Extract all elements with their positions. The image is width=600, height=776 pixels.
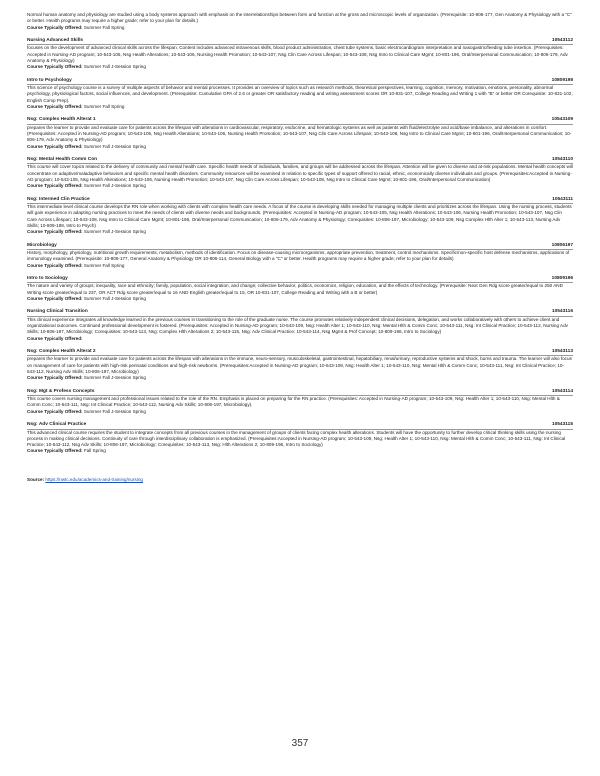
course-entry bbox=[27, 117, 573, 149]
course-header bbox=[27, 349, 573, 356]
course-title: Nursing Advanced Skills bbox=[27, 38, 84, 44]
course-title: Nsg: Complex Health Alterat 1 bbox=[27, 117, 96, 123]
course-offered bbox=[27, 144, 573, 150]
course-header bbox=[27, 117, 573, 124]
course-header bbox=[27, 389, 573, 396]
intro-block bbox=[27, 0, 573, 31]
course-offered bbox=[27, 263, 573, 269]
offered-value: Summer Fall Spring bbox=[83, 24, 125, 30]
course-offered bbox=[27, 448, 573, 454]
offered-value: Summer Fall J-Session Spring bbox=[83, 183, 146, 189]
course-offered bbox=[27, 229, 573, 235]
course-offered bbox=[27, 64, 573, 70]
course-description: This science of psychology course is a survey of multiple aspects of behavior and mental processes. It provides an overview of topics such as research methods, theoretical perspectives, learning, cognition, memory, motivation, emotions, personality, abnormal psychology, physiological factors, social influences, and development. (Prerequisite: Cumulative GPA of 2.6 or greater OR satisfactory reading and writing assessment scores OR 10-831-107, College Reading and Writing 1 with "B" or better OR Corequisite: 10-831-102, English Comp Prep). bbox=[27, 85, 573, 103]
course-description: This course covers nursing management and professional issues related to the role of the RN. Emphasis is placed on preparing for the RN practice. (Prerequisites: Accepted in Nursing-AD program; 10-543-109, Nsg: Health Alter 1; 10-543-110, Nsg: Mental Hlth & Comm Conc; 10-543-111, Nsg: Int Clinical Practice; 10-543-112, Nursing Adv Skills; 10-806-197, Microbiology). bbox=[27, 396, 560, 408]
offered-value: Summer Fall J-Session Spring bbox=[83, 296, 146, 301]
offered-value: Summer Fall J-Session Spring bbox=[83, 375, 146, 381]
course-description: This advanced clinical course requires the student to integrate concepts from all previous courses in the management of groups of clients facing complex health alterations. Students will have the opportunity to further develop critical thinking skills using the nursing process in making clinical decisions. Continuity of care through interdisciplinary collaboration is emphasized. (Prerequisites:Accepted in Nursing-AD program; 10-543-109, Nsg: Health Alter 1; 10-543-110, Nsg: Mental Hlth & Comm Conc; 10-543-111, Nsg: Int Clinical Practice; 10-543-112, Nsg Adv Skills; 10-806-197, Microbiology; Corequisites: 10-543-113, Nsg: Hlth Alterations 2; 10-809-196, Intro to Sociology) bbox=[27, 429, 566, 448]
course-number: 10806197 bbox=[551, 242, 573, 248]
course-header bbox=[27, 38, 573, 45]
course-number: 10809196 bbox=[551, 276, 573, 282]
course-description: This course will cover topics related to the delivery of community and mental health care. Specific health needs of individuals, families, and groups will be addressed across the lifespan. Attention will be given to diverse and at-risk populations. Mental health concepts will concentrate on adaptive/maladaptive behaviors and specific mental health disorders. Community resources will be examined in relation to specific types of support offered to racial, ethnic, economically diverse individuals and groups. (Prerequisites:Accepted in Nursing-AD program; 10-543-105, Nsg Health Alterations; 10-543-106, Nursing Health Promotion; 10-543-107, Nsg Clin Care Across Lifespan; 10-543-108, Nsg Intro to Clinical Care Mgmt; 10-801-196, Oral/Interpersonal Communication) bbox=[27, 164, 573, 182]
source-label: Source: bbox=[27, 476, 45, 482]
course-entry bbox=[27, 38, 573, 70]
course-offered bbox=[27, 409, 573, 415]
offered-label: Course Typically Offered: bbox=[27, 448, 83, 454]
course-number: 10543111 bbox=[552, 196, 573, 202]
source-link[interactable]: https://nwtc.edu/academics-and-training/nursing bbox=[45, 476, 143, 482]
course-title: Intro to Sociology bbox=[27, 276, 68, 282]
course-description: History, morphology, physiology, nutritional growth requirements, metabolism, methods of identification. Focus on disease-causing microorganisms, appropriate prevention, treatment, control mechanisms. Specific/non-specific host defense mechanisms, applications of immunology examined. (Prerequisite: 10-806-177, General Anatomy & Physiology OR 10-806-114, General Biology with a "C" or better. Health programs may require a higher grade; refer to your plan for details) bbox=[27, 250, 570, 262]
offered-label: Course Typically Offered: bbox=[27, 408, 83, 414]
offered-label: Course Typically Offered: bbox=[27, 103, 83, 109]
course-number: 10543116 bbox=[551, 309, 573, 315]
course-number: 10543114 bbox=[551, 388, 573, 394]
course-entry bbox=[27, 349, 573, 381]
course-header bbox=[27, 309, 573, 316]
course-header bbox=[27, 422, 573, 429]
course-number: 10543112 bbox=[551, 38, 573, 44]
offered-label: Course Typically Offered: bbox=[27, 229, 83, 235]
offered-label: Course Typically Offered: bbox=[27, 183, 83, 189]
offered-label: Course Typically Offered: bbox=[27, 375, 83, 381]
course-title: Nsg: Adv Clinical Practice bbox=[27, 422, 87, 428]
course-header bbox=[27, 243, 573, 250]
offered-label: Course Typically Offered: bbox=[27, 143, 83, 149]
course-entry bbox=[27, 157, 573, 189]
intro-offered bbox=[27, 25, 573, 31]
offered-value: Summer Fall Spring bbox=[83, 103, 125, 109]
course-header bbox=[27, 197, 573, 204]
offered-label: Course Typically Offered: bbox=[27, 262, 83, 268]
course-header bbox=[27, 157, 573, 164]
course-entry bbox=[27, 197, 573, 236]
course-title: Nsg: Complex Health Alterat 2 bbox=[27, 349, 96, 355]
course-number: 10809198 bbox=[551, 77, 573, 83]
course-description: prepares the learner to provide and evaluate care for patients across the lifespan with alterations in cardiovascular, respiratory, endocrine, and hematologic systems as well as patients with fluid/electrolyte and acid/base imbalance, and alterations in comfort. (Prerequisites: Accepted in Nursing-AD program; 10-543-105, Nsg Health Alterations; 10-543-106, Nursing Health Promotion; 10-543-107, Nsg Clin Care Across Lifespan; 10-543-108, Nsg Intro to Clinical Care Mgmt; 10-801-196, Oral/Interpersonal Communication; 10-806-179, Adv Anatomy & Physiology) bbox=[27, 124, 572, 143]
offered-value: Summer Fall J-Session Spring bbox=[83, 143, 146, 149]
course-offered bbox=[27, 296, 573, 302]
course-title: Intro to Psychology bbox=[27, 77, 72, 83]
offered-label: Course Typically Offered: bbox=[27, 64, 83, 70]
offered-value: Summer Fall J-Session Spring bbox=[83, 64, 146, 70]
offered-value: Fall Spring bbox=[83, 448, 106, 454]
course-title: Nsg: Mgt & Profess Concepts bbox=[27, 388, 95, 394]
course-number: 10543115 bbox=[551, 422, 573, 428]
course-title: Nsg: Mental Health Comm Con bbox=[27, 157, 98, 163]
course-description: focuses on the development of advanced clinical skills across the lifespan. Content includes advanced intravenous skills, blood product administration, chest tube systems, basic electrocardiogram interpretation and nasogastric/feeding tube insertion. (Prerequisites: Accepted in Nursing-AD program; 10-543-105, Nsg Health Alterations; 10-543-106, Nursing Health Promotion; 10-543-107, Nsg Clin Care Across Lifespan; 10-543-108, Nsg Intro to Clinical Care Mgmt; 10-801-196, Oral/Interpersonal Communication; 10-806-179, Adv Anatomy & Physiology) bbox=[27, 45, 568, 63]
offered-label: Course Typically Offered: bbox=[27, 24, 83, 30]
page-number: 357 bbox=[291, 738, 309, 749]
course-header bbox=[27, 276, 573, 283]
course-description: prepares the learner to provide and evaluate care for patients across the lifespan with alterations in the immune, neuro-sensory, musculoskeletal, gastrointestinal, hepatobiliary, renal/urinary, reproductive systems and shock, burns and trauma. The learner will also focus on management of care for patients with high-risk perinatal conditions and high-risk newborns. (Prerequisites:Accepted in Nursing-AD program; 10-543-109, Nsg: Health Alter 1; 10-543-110, Nsg: Mental Hlth & Comm Conc; 10-543-111, Nsg: Int Clinical Practice; 10-543-112, Nursing Adv Skills; 10-806-197, Microbiology) bbox=[27, 356, 572, 375]
course-title: Microbiology bbox=[27, 242, 57, 248]
course-title: Nursing Clinical Transition bbox=[27, 309, 88, 315]
course-entry bbox=[27, 422, 573, 454]
course-number: 10543109 bbox=[551, 117, 573, 123]
intro-description: Normal human anatomy and physiology are studied using a body systems approach with emphasis on the interrelationships between form and function at the gross and microscopic levels of organization. (Prerequisite: 10-806-177, Gen Anatomy & Physiology with a "C" or better. Health programs may require a higher grade; refer to your plan for details.) bbox=[27, 12, 572, 24]
course-title: Nsg: Intermed Clin Practice bbox=[27, 196, 90, 202]
offered-value: Summer Fall Spring bbox=[83, 262, 125, 268]
course-header bbox=[27, 78, 573, 85]
course-description: The nature and variety of groups; inequality, race and ethnicity; family, population, social integration, and change; collective behavior, politics, economics, religion, education, and the effects of technology. (Prerequisite: Next Gen Rdg score greater/equal to 250 AND Writing score greater/equal to 237, OR ACT Rdg score greater/equal to 16 AND English greater/equal to 15, OR 10-831-107, College Reading and Writing with a B or better) bbox=[27, 283, 563, 295]
course-entry bbox=[27, 78, 573, 110]
course-entry bbox=[27, 276, 573, 302]
course-number: 10543113 bbox=[551, 349, 573, 355]
course-offered bbox=[27, 336, 573, 342]
offered-label: Course Typically Offered: bbox=[27, 296, 83, 301]
course-entry bbox=[27, 243, 573, 269]
course-entry bbox=[27, 309, 573, 341]
course-offered bbox=[27, 104, 573, 110]
offered-value: Summer Fall J-Session Spring bbox=[83, 229, 146, 235]
course-offered bbox=[27, 375, 573, 381]
offered-label: Course Typically Offered: bbox=[27, 335, 83, 341]
course-list bbox=[27, 38, 573, 455]
course-description: This intermediate level clinical course develops the RN role when working with clients with complex health care needs. A focus of the course is developing skills needed for managing multiple clients and prioritizes across the lifespan. Using the nursing process, students will gain experience in adapting nursing practices to meet the needs of clients with diverse needs and backgrounds. (Prerequisites: Accepted in Nursing-AD program; 10-543-105, Nsg Health Alterations; 10-543-106, Nursing Health Promotion; 10-543-107, Nsg Clin Care Across Lifespan; 10-543-108, Nsg Intro to Clinical Care Mgmt; 10-801-196, Oral/Interpersonal Communication; 10-806-179, Adv Anatomy & Physiology; Corequisites: 10-806-197, Microbiology; 10-543-109, Nsg Complex Hlth Alter 1; 10-543-113, Nursing Adv Skills; 10-809-198, Intro to Psych) bbox=[27, 204, 572, 228]
course-number: 10543110 bbox=[551, 157, 573, 163]
course-offered bbox=[27, 183, 573, 189]
course-entry bbox=[27, 389, 573, 415]
offered-value: Summer Fall J-Session Spring bbox=[83, 408, 146, 414]
source-line bbox=[27, 477, 573, 483]
course-description: This clinical experience integrates all knowledge learned in the previous courses in transitioning to the role of the graduate nurse. The course promotes relatively independent clinical decisions, delegation, and works collaboratively with others to achieve client and organizational outcomes. Continued professional development is fostered. (Prerequisites: Accepted in Nursing-AD program; 10-543-109, Nsg: Health Alter 1; 10-543-110, Nsg: Mental Hlth & Comm Conc; 10-543-111, Nsg: Int Clinical Practice; 10-543-112, Nursing Adv Skills; 10-806-197, Microbiology; Corequisites: 10-543-113, Nsg: Complex Hlth Alterations 2; 10-543-115, Nsg: Adv Clinical Practice; 10-543-114, Nsg Mgmt & Prof Concept; 10-809-196, Intro to Sociology) bbox=[27, 316, 568, 335]
